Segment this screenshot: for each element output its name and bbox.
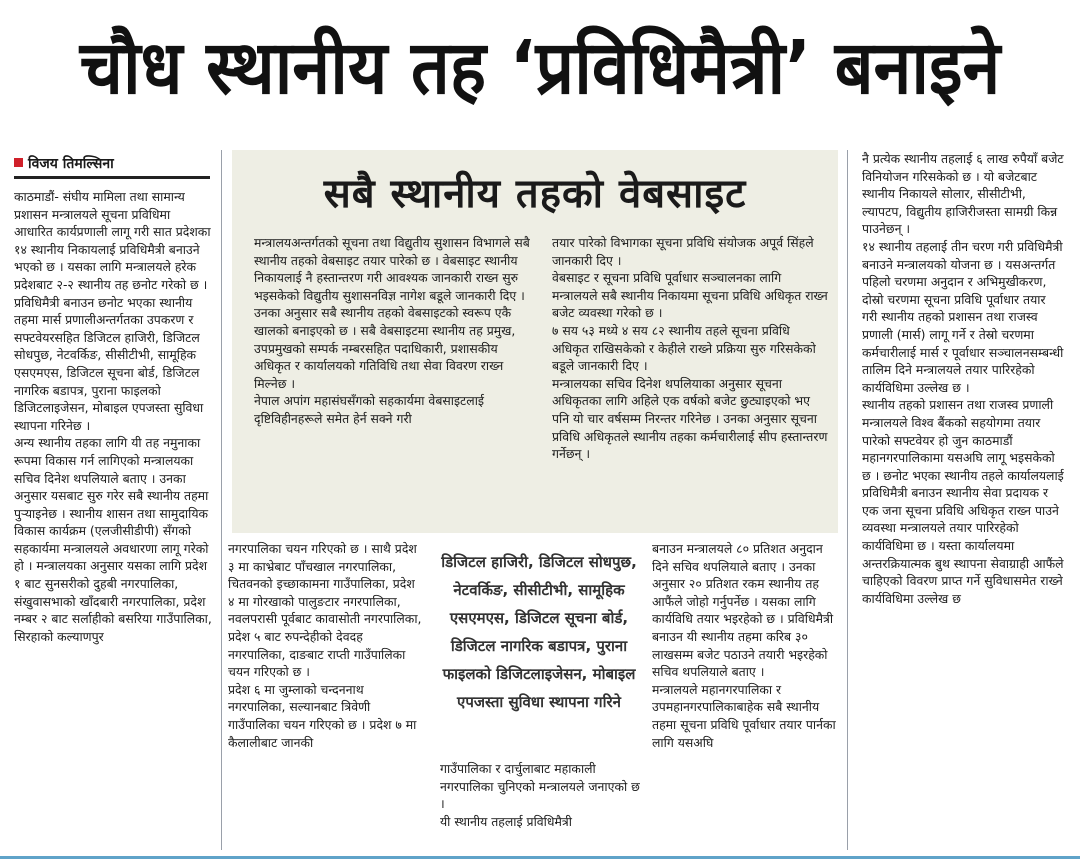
sidebar-box xyxy=(232,150,838,533)
sidebar-box-column-1: मन्त्रालयअन्तर्गतको सूचना तथा विद्युतीय सुशासन विभागले सबै स्थानीय तहको वेबसाइट तयार पारेको छ । वेबसाइट स्थानीय निकायलाई नै हस्तान्तरण गरी आवश्यक जानकारी राख्न सुरु भइसकेको विद्युतीय सुशासनविज्ञ नागेश बडूले जानकारी दिए । उनका अनुसार सबै स्थानीय तहको वेबसाइटको स्वरूप एकै खालको बनाइएको छ । सबै वेबसाइटमा स्थानीय तह प्रमुख, उपप्रमुखको सम्पर्क नम्बरसहित पदाधिकारी, प्रशासकीय अधिकृत र कार्यालयको गतिविधि तथा सेवा विवरण राख्न मिल्नेछ । नेपाल अपांग महासंघसँगको सहकार्यमा वेबसाइटलाई दृष्टिविहीनहरूले समेत हेर्न सक्ने गरी xyxy=(254,235,530,426)
sidebar-box-column-2: तयार पारेको विभागका सूचना प्रविधि संयोजक अपूर्व सिंहले जानकारी दिए । वेबसाइट र सूचना प्रविधि पूर्वाधार सञ्चालनका लागि मन्त्रालयले सबै स्थानीय निकायमा सूचना प्रविधि अधिकृत राख्न बजेट व्यवस्था गरेको छ । ७ सय ५३ मध्ये ४ सय ८२ स्थानीय तहले सूचना प्रविधि अधिकृत राखिसकेको र केहीले राख्ने प्रक्रिया सुरु गरिसकेको बडूले जानकारी दिए । मन्त्रालयका सचिव दिनेश थपलियाका अनुसार सूचना अधिकृतका लागि अहिले एक वर्षको बजेट छुट्याइएको भए पनि यो चार वर्षसम्म निरन्तर गरिनेछ । उनका अनुसार सूचना प्रविधि अधिकृतले स्थानीय तहका कर्मचारीलाई सीप हस्तान्तरण गर्नेछन् । xyxy=(552,235,828,462)
article-column-2: नगरपालिका चयन गरिएको छ । साथै प्रदेश ३ मा काभ्रेबाट पाँचखाल नगरपालिका, चितवनको इच्छाकामना गाउँपालिका, प्रदेश ४ मा गोरखाको पालुङटार नगरपालिका, नवलपरासी पूर्वबाट कावासोती नगरपालिका, प्रदेश ५ बाट रुपन्देहीको देवदह नगरपालिका, दाङबाट राप्ती गाउँपालिका चयन गरिएको छ । प्रदेश ६ मा जुम्लाको चन्दननाथ नगरपालिका, सल्यानबाट त्रिवेणी गाउँपालिका चयन गरिएको छ । प्रदेश ७ मा कैलालीबाट जानकी xyxy=(228,541,422,750)
article-column-5: नै प्रत्येक स्थानीय तहलाई ६ लाख रुपैयाँ बजेट विनियोजन गरिसकेको छ । यो बजेटबाट स्थानीय निकायले सोलार, सीसीटीभी, ल्यापटप, विद्युतीय हाजिरीजस्ता सामग्री किन्न पाउनेछन् । १४ स्थानीय तहलाई तीन चरण गरी प्रविधिमैत्री बनाउने मन्त्रालयको योजना छ । यसअन्तर्गत पहिलो चरणमा अनुदान र अभिमुखीकरण, दोस्रो चरणमा सूचना प्रविधि पूर्वाधार तयार गरी स्थानीय तहको प्रशासन तथा राजस्व प्रणाली (मार्स) लागू गर्ने र तेस्रो चरणमा कर्मचारीलाई मार्स र पूर्वाधार सञ्चालनसम्बन्धी तालिम दिने मन्त्रालयले तयार पारिरहेको कार्यविधिमा उल्लेख छ । स्थानीय तहको प्रशासन तथा राजस्व प्रणाली मन्त्रालयले विश्व बैंकको सहयोगमा तयार पारेको सफ्टवेयर हो जुन काठमाडौं महानगरपालिकामा यसअघि लागू भइसकेको छ । छनोट भएका स्थानीय तहले कार्यालयलाई प्रविधिमैत्री बनाउन स्थानीय सेवा प्रदायक र एक जना सूचना प्रविधि अधिकृत राख्न पाउने व्यवस्था मन्त्रालयले तयार पारिरहेको कार्यविधिमा छ । यस्ता कार्यालयमा अन्तरक्रियात्मक बुथ स्थापना सेवाग्राही आफैंले चाहिएको विवरण प्राप्त गर्ने सुविधासमेत राख्ने कार्यविधिमा उल्लेख छ xyxy=(862,151,1064,606)
article-column-4: बनाउन मन्त्रालयले ८० प्रतिशत अनुदान दिने सचिव थपलियाले बताए । उनका अनुसार २० प्रतिशत रकम स्थानीय तह आफैंले जोहो गर्नुपर्नेछ । यसका लागि कार्यविधि तयार भइरहेको छ । प्रविधिमैत्री बनाउन यी स्थानीय तहमा करिब ३० लाखसम्म बजेट पठाउने तयारी भइरहेको सचिव थपलियाले बताए । मन्त्रालयले महानगरपालिका र उपमहानगरपालिकाबाहेक सबै स्थानीय तहमा सूचना प्रविधि पूर्वाधार तयार पार्नका लागि यसअघि xyxy=(652,541,836,750)
column-divider xyxy=(847,150,848,850)
byline-marker xyxy=(14,158,23,167)
byline xyxy=(14,154,214,174)
article-column-3: गाउँपालिका र दार्चुलाबाट महाकाली नगरपालिका चुनिएको मन्त्रालयले जनाएको छ । यी स्थानीय तहलाई प्रविधिमैत्री xyxy=(440,761,640,829)
page-bottom-rule xyxy=(0,856,1080,859)
article-column-1: काठमाडौं- संघीय मामिला तथा सामान्य प्रशासन मन्त्रालयले सूचना प्रविधिमा आधारित कार्यप्रणाली लागू गरी सात प्रदेशका १४ स्थानीय निकायलाई प्रविधिमैत्री बनाउने भएको छ । यसका लागि मन्त्रालयले हरेक प्रदेशबाट २-२ स्थानीय तह छनोट गरेको छ । प्रविधिमैत्री बनाउन छनोट भएका स्थानीय तहमा मार्स प्रणालीअन्तर्गतका उपकरण र सफ्टवेयरसहित डिजिटल हाजिरी, डिजिटल सोधपुछ, नेटवर्किङ, सीसीटीभी, सामूहिक एसएमएस, डिजिटल सूचना बोर्ड, डिजिटल नागरिक बडापत्र, पुराना फाइलको डिजिटलाइजेसन, मोबाइल एपजस्ता सुविधा स्थापना गरिनेछ । अन्य स्थानीय तहका लागि यी तह नमुनाका रूपमा विकास गर्न लागिएको मन्त्रालयका सचिव दिनेश थपलियाले बताए । उनका अनुसार यसबाट सुरु गरेर सबै स्थानीय तहमा पुऱ्याइनेछ । स्थानीय शासन तथा सामुदायिक विकास कार्यक्रम (एलजीसीडीपी) सँगको सहकार्यमा मन्त्रालयले अवधारणा लागू गरेको हो । मन्त्रालयका अनुसार यसका लागि प्रदेश १ बाट सुनसरीको दुहबी नगरपालिका, संखुवासभाको खाँदबारी नगरपालिका, प्रदेश नम्बर २ बाट सर्लाहीको बसरिया गाउँपालिका, सिरहाको कल्याणपुर xyxy=(14,189,212,644)
column-divider xyxy=(221,150,222,850)
sidebar-box-title: सबै स्थानीय तहको वेबसाइट xyxy=(323,171,747,217)
byline-rule xyxy=(14,176,210,179)
byline-author: विजय तिमल्सिना xyxy=(28,156,114,172)
pull-quote: डिजिटल हाजिरी, डिजिटल सोधपुछ, नेटवर्किङ, सीसीटीभी, सामूहिक एसएमएस, डिजिटल सूचना बोर्ड, डिजिटल नागरिक बडापत्र, पुराना फाइलको डिजिटलाइजेसन, मोबाइल एपजस्ता सुविधा स्थापना गरिने xyxy=(441,553,637,711)
headline: चौध स्थानीय तह ‘प्रविधिमैत्री’ बनाइने xyxy=(79,25,1001,111)
